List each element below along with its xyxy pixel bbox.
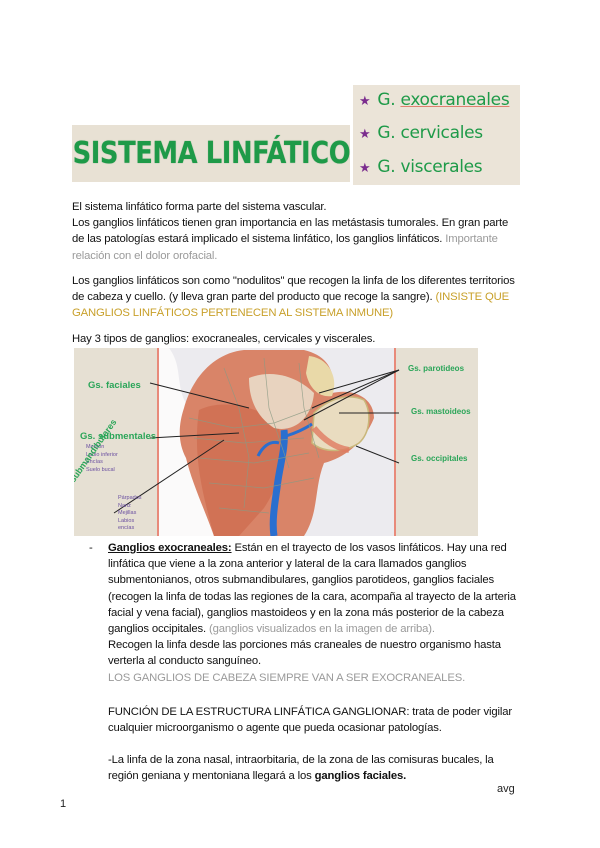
bullet-prefix: G. <box>377 123 401 143</box>
paragraph-text: región geniana y mentoniana llegará a los <box>108 770 315 783</box>
title-banner <box>72 125 350 182</box>
intro-line: Los ganglios linfáticos tienen gran importancia en las metástasis tumorales. En gran parte <box>72 217 509 230</box>
star-icon: ★ <box>359 94 371 109</box>
document-title: SISTEMA LINFÁTICO <box>72 136 350 171</box>
paragraph-line: Recogen la linfa desde las porciones más craneales de nuestro organismo hasta <box>108 639 501 652</box>
region-label: Nariz <box>118 502 131 509</box>
linfa-line <box>108 768 548 784</box>
bullet-label: exocraneales <box>400 90 510 110</box>
teacher-note: (ganglios visualizados en la imagen de arriba). <box>205 623 435 636</box>
nodulitos-paragraph <box>72 273 542 322</box>
region-label: Párpados <box>118 495 142 501</box>
emphasis-note: GANGLIOS LINFÁTICOS PERTENECEN AL SISTEMA INMUNE) <box>72 307 393 320</box>
bullet-label: viscerales <box>400 157 483 177</box>
region-label: Encías <box>86 459 103 465</box>
types-line: Hay 3 tipos de ganglios: exocraneales, cervicales y viscerales. <box>72 333 376 345</box>
region-label: Labios <box>118 517 135 524</box>
anatomy-figure <box>74 348 478 536</box>
bullet-prefix: G. <box>377 90 401 110</box>
paragraph-text: ganglios occipitales. <box>108 623 206 636</box>
paragraph-line: verterla al conducto sanguíneo. <box>108 655 261 668</box>
paragraph-line: linfática que viene a la zona anterior y lateral de la cara llamados ganglios <box>108 558 467 571</box>
star-icon: ★ <box>359 127 371 142</box>
paragraph-line <box>108 540 548 556</box>
linfa-line: -La linfa de la zona nasal, intraorbitaria, de la zona de las comisuras bucales, la <box>108 754 494 767</box>
intro-paragraph <box>72 199 542 264</box>
banner-bullet-exocraneales <box>359 90 509 110</box>
star-icon: ★ <box>359 161 371 176</box>
funcion-line: cualquier microorganismo o agente que pueda ocasionar patologías. <box>108 722 442 735</box>
label-parotideos: Gs. parotideos <box>408 364 465 373</box>
label-submentales: Gs. submentales <box>80 431 157 442</box>
funcion-line: FUNCIÓN DE LA ESTRUCTURA LINFÁTICA GANGLIONAR: trata de poder vigilar <box>108 705 512 718</box>
region-label: Labio inferior <box>86 451 118 458</box>
region-label: encías <box>118 525 135 531</box>
paragraph-line <box>108 621 548 637</box>
teacher-note: relación con el dolor orofacial. <box>72 249 218 262</box>
bullet-prefix: G. <box>377 157 401 177</box>
paragraph-line: Los ganglios linfáticos son como "nodulitos" que recogen la linfa de los diferentes territorios <box>72 275 515 287</box>
banner-bullet-viscerales <box>359 157 482 177</box>
paragraph-line: submentonianos, otros submandibulares, ganglios parotideos, ganglios faciales <box>108 574 494 587</box>
paragraph-line <box>72 289 542 305</box>
region-label: Mentón <box>86 444 105 450</box>
region-label: Suelo bucal <box>86 466 115 473</box>
ganglia-types-banner <box>353 85 520 185</box>
emphasis-note: (INSISTE QUE <box>432 291 510 304</box>
paragraph-text: de cabeza y cuello. (y lleva gran parte del producto que recoge la sangre). <box>72 291 433 304</box>
teacher-note: Importante <box>442 233 498 246</box>
exocraneales-section <box>108 540 548 785</box>
intro-line: El sistema linfático forma parte del sistema vascular. <box>72 201 327 213</box>
bold-term: ganglios faciales. <box>314 770 407 783</box>
paragraph-line: facial y vena facial), ganglios mastoideos y en la zona más posterior de la cabeza <box>108 606 504 619</box>
paragraph-text: Están en el trayecto de los vasos linfáticos. Hay una red <box>231 542 507 554</box>
region-label: Mejillas <box>118 510 137 516</box>
label-mastoideos: Gs. mastoideos <box>411 407 471 416</box>
label-faciales: Gs. faciales <box>88 380 141 391</box>
footer-author: avg <box>497 783 515 795</box>
intro-line <box>72 231 542 247</box>
page-number: 1 <box>60 798 67 810</box>
paragraph-line: (recogen la linfa de todas las regiones de la cara, acompaña al trayecto de la arteria <box>108 590 516 603</box>
section-heading: Ganglios exocraneales: <box>108 542 232 554</box>
intro-text: de las patologías estará implicado el sistema linfático, los ganglios linfáticos. <box>72 233 443 246</box>
list-dash: - <box>89 542 93 554</box>
label-occipitales: Gs. occipitales <box>411 454 468 463</box>
teacher-note: LOS GANGLIOS DE CABEZA SIEMPRE VAN A SER EXOCRANEALES. <box>108 671 466 684</box>
bullet-label: cervicales <box>400 123 483 143</box>
banner-bullet-cervicales <box>359 123 483 143</box>
submandibulares-regions <box>118 495 142 533</box>
